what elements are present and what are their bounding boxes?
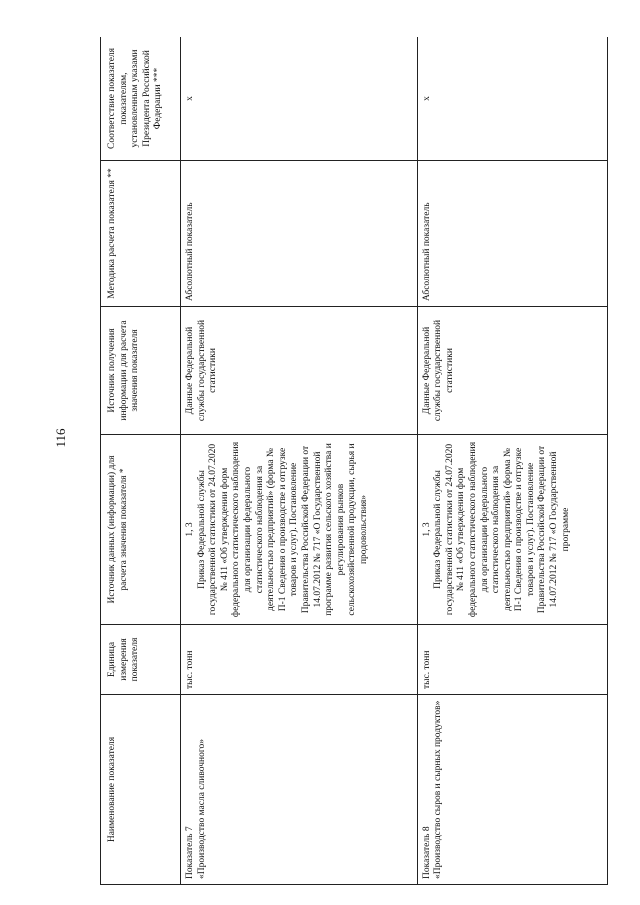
table-viewport xyxy=(100,37,608,885)
method-cell: Абсолютный показатель xyxy=(181,161,417,307)
unit-cell: тыс. тонн xyxy=(181,625,417,695)
source-number: 1, 3 xyxy=(421,522,432,537)
source-number: 1, 3 xyxy=(185,522,196,537)
compliance-cell: x xyxy=(417,37,607,161)
info-source-cell: Данные Федеральной службы государственной статистики xyxy=(417,307,607,435)
indicator-title: «Производство масла сливочного» xyxy=(196,738,207,879)
source-text: Приказ Федеральной службы государственной статистики от 24.07.2020 № 411 «Об утверждении форм федерального статистического наблюдения для организации федерального статистического наблюдения за деятельностью предприятий» (форма № П-1 Сведения о производстве и отгрузке товаров и услуг). Постановление Правительства Российской Федерации от 14.07.2012 № 717 «О Государственной программе развития сельского хозяйства и регулирования рынков сельскохозяйственной продукции, сырья и продовольствия» xyxy=(196,441,369,618)
header-name: Наименование показателя xyxy=(101,695,181,885)
source-text: Приказ Федеральной службы государственной статистики от 24.07.2020 № 411 «Об утверждении форм федерального статистического наблюдения для организации федерального статистического наблюдения за деятельностью предприятий» (форма № П-1 Сведения о производстве и отгрузке товаров и услуг). Постановление Правительства Российской Федерации от 14.07.2012 № 717 «О Государственной программе xyxy=(433,441,571,618)
info-source-cell: Данные Федеральной службы государственной статистики xyxy=(181,307,417,435)
table-header-row xyxy=(101,37,181,885)
header-unit: Единица измерения показателя xyxy=(101,625,181,695)
indicator-number: Показатель 7 xyxy=(185,826,196,879)
unit-cell: тыс. тонн xyxy=(417,625,607,695)
header-info-source: Источник получения информации для расчета значения показателя xyxy=(101,307,181,435)
indicators-table xyxy=(100,37,608,885)
page-number: 116 xyxy=(53,428,68,448)
indicator-cell xyxy=(417,695,607,885)
indicator-number: Показатель 8 xyxy=(421,826,432,879)
table-row xyxy=(181,37,417,885)
source-cell xyxy=(417,435,607,625)
header-source: Источник данных (информации) для расчета значения показателя * xyxy=(101,435,181,625)
compliance-cell: x xyxy=(181,37,417,161)
source-cell xyxy=(181,435,417,625)
method-cell: Абсолютный показатель xyxy=(417,161,607,307)
indicator-title: «Производство сыров и сырных продуктов» xyxy=(433,700,444,879)
rotated-table-container xyxy=(100,37,608,885)
table-row xyxy=(417,37,607,885)
header-compliance: Соответствие показателя показателям, установленным указами Президента Российской Федерации *** xyxy=(101,37,181,161)
indicator-cell xyxy=(181,695,417,885)
header-method: Методика расчета показателя ** xyxy=(101,161,181,307)
